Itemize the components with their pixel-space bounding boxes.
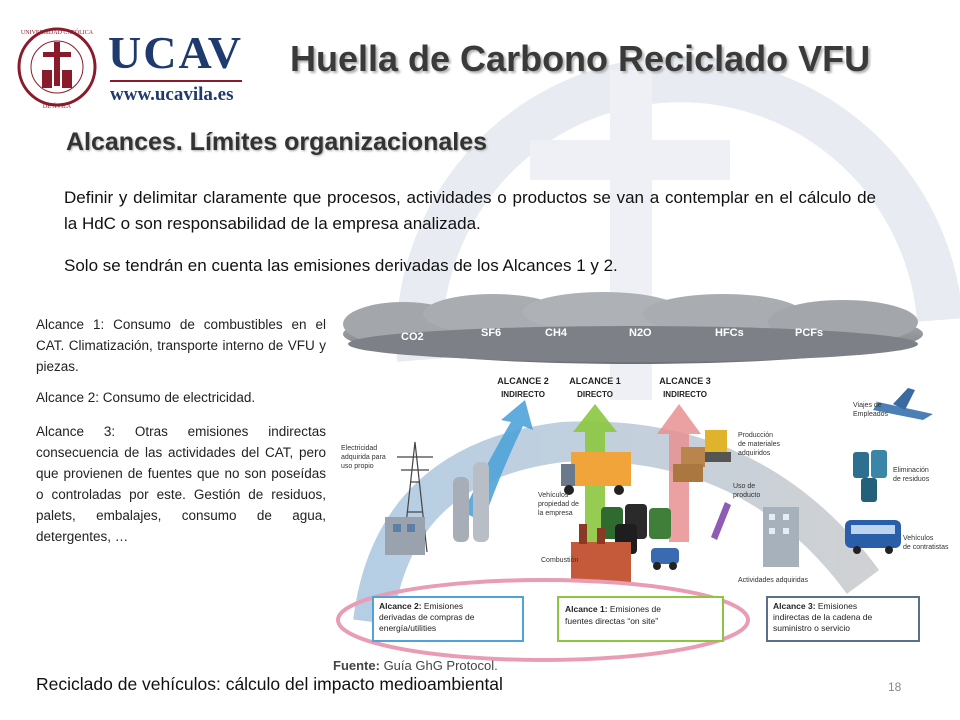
diagram-text: Alcance 1: — [565, 604, 608, 614]
office-building-icon — [763, 507, 799, 567]
scope-head: ALCANCE 3 — [659, 376, 711, 386]
product-icon — [711, 502, 731, 540]
diagram-label: propiedad de — [538, 501, 579, 508]
diagram-text: indirectas de la cadena de — [773, 612, 873, 622]
scope-head: DIRECTO — [577, 390, 613, 399]
scope-head: ALCANCE 2 — [497, 376, 549, 386]
scope-head: ALCANCE 1 — [569, 376, 621, 386]
figure-source — [333, 658, 498, 673]
page-number: 18 — [888, 680, 902, 694]
intro-paragraph: Definir y delimitar claramente que procesos, actividades o productos se van a contemplar en el cálculo de la HdC o son responsabilidad de la empresa analizada. — [64, 188, 876, 233]
scope-2-text: Alcance 2: Consumo de electricidad. — [36, 390, 256, 405]
diagram-label: Actividades adquiridas — [738, 577, 809, 584]
scope-note-paragraph: Solo se tendrán en cuenta las emisiones derivadas de los Alcances 1 y 2. — [64, 256, 618, 275]
diagram-text — [773, 601, 857, 611]
gas-label: CO2 — [401, 331, 424, 343]
university-seal-icon — [16, 22, 98, 112]
diagram-text: Fuente: — [333, 658, 380, 673]
logo-divider — [110, 80, 242, 82]
diagram-text: Emisiones — [421, 601, 464, 611]
gas-label: CH4 — [545, 327, 568, 339]
scope-head: INDIRECTO — [501, 390, 545, 399]
diagram-label: Eliminación — [893, 467, 929, 474]
diagram-label: Vehículos — [538, 492, 569, 499]
diagram-text: Guía GhG Protocol. — [379, 658, 498, 673]
diagram-text: derivadas de compras de — [379, 612, 475, 622]
diagram-text — [565, 604, 661, 614]
ghg-scopes-diagram — [333, 292, 949, 687]
logo-brand: UCAV — [108, 27, 243, 78]
diagram-label: de residuos — [893, 476, 930, 483]
scope-head: INDIRECTO — [663, 390, 707, 399]
diagram-label: Empleados — [853, 411, 889, 418]
diagram-text: Emisiones de — [607, 604, 661, 614]
scopes-description — [36, 314, 326, 547]
diagram-label: Combustión — [541, 557, 579, 564]
diagram-text: energía/utilities — [379, 623, 437, 633]
scope-1-text: Alcance 1: Consumo de combustibles en el CAT. Climatización, transporte interno de VFU y piezas. — [36, 317, 326, 374]
diagram-label: Viajes de — [853, 402, 882, 409]
diagram-label: producto — [733, 492, 761, 499]
diagram-text: Alcance 2: — [379, 601, 422, 611]
diagram-label: uso propio — [341, 463, 374, 470]
diagram-text: fuentes directas “on site” — [565, 616, 659, 626]
diagram-label: Vehículos — [903, 535, 934, 542]
footer-text: Reciclado de vehículos: cálculo del impacto medioambiental — [36, 674, 503, 694]
diagram-text: DE ÁVILA — [42, 104, 72, 110]
diagram-label: de materiales — [738, 441, 781, 448]
slide-title: Huella de Carbono Reciclado VFU — [290, 38, 871, 79]
diagram-label: Uso de — [733, 483, 756, 490]
gas-label: PCFs — [795, 327, 824, 339]
section-heading: Alcances. Límites organizacionales — [66, 128, 487, 156]
logo-url: www.ucavila.es — [110, 84, 234, 105]
gas-label: HFCs — [715, 327, 744, 339]
diagram-label: Producción — [738, 432, 774, 439]
diagram-label: Electricidad — [341, 445, 378, 452]
gas-label: SF6 — [481, 327, 502, 339]
waste-barrels-icon — [853, 450, 887, 502]
bus-icon — [845, 520, 901, 554]
diagram-text: Emisiones — [815, 601, 858, 611]
gas-label: N2O — [629, 327, 652, 339]
diagram-text — [379, 601, 463, 611]
diagram-text: Alcance 3: — [773, 601, 816, 611]
diagram-text: suministro o servicio — [773, 623, 850, 633]
diagram-label: de contratistas — [903, 544, 949, 551]
diagram-text: UNIVERSIDAD CATÓLICA — [20, 30, 94, 36]
diagram-label: adquirida para — [341, 454, 386, 461]
scope-3-text: Alcance 3: Otras emisiones indirectas consecuencia de las actividades del CAT, pero que provienen de fuentes que no son poseídas o controladas por este. Gestión de residuos, palets, embalajes, consumo de agua, detergentes, … — [36, 424, 326, 544]
diagram-label: la empresa — [538, 510, 573, 517]
diagram-label: adquiridos — [738, 450, 771, 457]
